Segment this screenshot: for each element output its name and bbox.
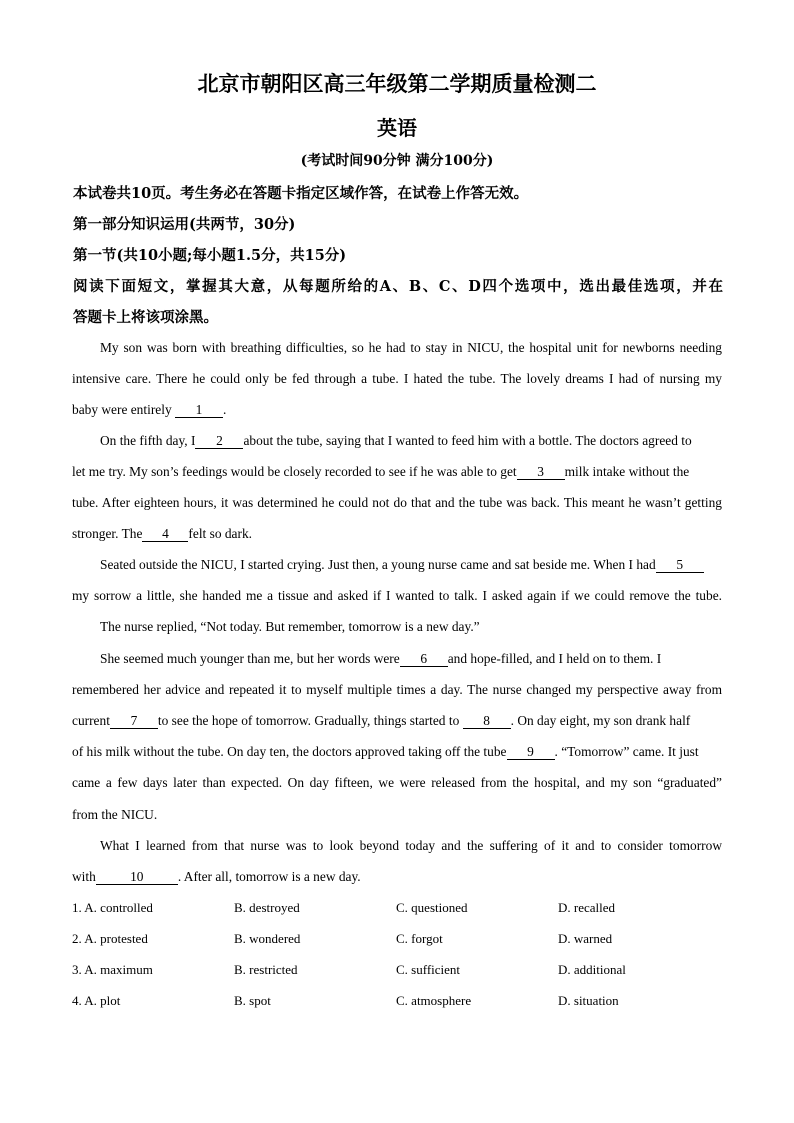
- option-c: C. questioned: [396, 900, 468, 915]
- passage-line: of his milk without the tube. On day ten, the doctors approved taking off the tube 9 . “Tomorrow” came. It just: [72, 744, 699, 759]
- passage-line: current 7 to see the hope of tomorrow. Gradually, things started to 8 . On day eight, my son drank half: [72, 713, 691, 728]
- option-c: C. sufficient: [396, 962, 461, 977]
- blank-6: 6: [400, 651, 448, 667]
- passage-line: She seemed much younger than me, but her words were 6 and hope-filled, and I held on to them. I: [100, 651, 662, 666]
- blank-3: 3: [517, 464, 565, 480]
- passage-line: The nurse replied, “Not today. But remember, tomorrow is a new day.”: [100, 619, 480, 634]
- passage-line: my sorrow a little, she handed me a tissue and asked if I wanted to talk. I asked again if we could remove the tube.: [72, 588, 722, 603]
- option-c: C. atmosphere: [396, 993, 472, 1008]
- part-heading: 第一部分知识运用(共两节，30分): [73, 216, 296, 233]
- blank-4: 4: [142, 526, 188, 542]
- option-b: B. wondered: [234, 931, 301, 946]
- blank-10: 10: [96, 869, 178, 885]
- option-a: 2. A. protested: [72, 931, 148, 946]
- section-heading: 第一节(共10小题;每小题1.5分，共15分): [73, 247, 347, 264]
- blank-2: 2: [195, 433, 243, 449]
- notice: 本试卷共10页。考生务必在答题卡指定区域作答，在试卷上作答无效。: [73, 185, 529, 202]
- option-d: D. situation: [558, 993, 619, 1008]
- passage-line: My son was born with breathing difficulties, so he had to stay in NICU, the hospital unit for newborns needing: [100, 340, 722, 355]
- option-a: 3. A. maximum: [72, 962, 153, 977]
- option-b: B. restricted: [234, 962, 298, 977]
- option-d: D. warned: [558, 931, 613, 946]
- exam-info: (考试时间90分钟 满分100分): [300, 153, 494, 169]
- passage-line: let me try. My son’s feedings would be closely recorded to see if he was able to get 3 milk intake without the: [72, 464, 690, 479]
- option-d: D. additional: [558, 962, 626, 977]
- exam-title: 北京市朝阳区高三年级第二学期质量检测二: [197, 71, 597, 96]
- passage-line: baby were entirely 1 .: [72, 402, 227, 417]
- passage-line: tube. After eighteen hours, it was determined he could not do that and the tube was back. This meant he wasn’t getting: [72, 495, 722, 510]
- option-b: B. destroyed: [234, 900, 300, 915]
- blank-8: 8: [463, 713, 511, 729]
- passage-line: came a few days later than expected. On day fifteen, we were released from the hospital, and my son “graduated”: [72, 775, 722, 790]
- subject-title: 英语: [377, 116, 417, 140]
- directions-line-2: 答题卡上将该项涂黑。: [73, 309, 218, 326]
- option-d: D. recalled: [558, 900, 616, 915]
- blank-1: 1: [175, 402, 223, 418]
- passage-line: from the NICU.: [72, 807, 158, 822]
- passage-line: remembered her advice and repeated it to myself multiple times a day. The nurse changed my perspective away from: [72, 682, 722, 697]
- passage-line: On the fifth day, I 2 about the tube, saying that I wanted to feed him with a bottle. The doctors agreed to: [100, 433, 692, 448]
- option-b: B. spot: [234, 993, 271, 1008]
- directions-line-1: 阅读下面短文，掌握其大意，从每题所给的A、B、C、D四个选项中，选出最佳选项，并在: [73, 278, 723, 295]
- passage-line: What I learned from that nurse was to look beyond today and the suffering of it and to consider tomorrow: [100, 838, 722, 853]
- option-a: 1. A. controlled: [72, 900, 153, 915]
- blank-5: 5: [656, 557, 704, 573]
- blank-9: 9: [507, 744, 555, 760]
- blank-7: 7: [110, 713, 158, 729]
- passage-line: with 10 . After all, tomorrow is a new day.: [72, 869, 361, 884]
- passage-line: intensive care. There he could only be fed through a tube. I hated the tube. The lovely dreams I had of nursing my: [72, 371, 722, 386]
- passage-line: stronger. The 4 felt so dark.: [72, 526, 253, 541]
- option-a: 4. A. plot: [72, 993, 121, 1008]
- passage-line: Seated outside the NICU, I started crying. Just then, a young nurse came and sat beside me. When I had 5: [100, 556, 722, 574]
- option-c: C. forgot: [396, 931, 443, 946]
